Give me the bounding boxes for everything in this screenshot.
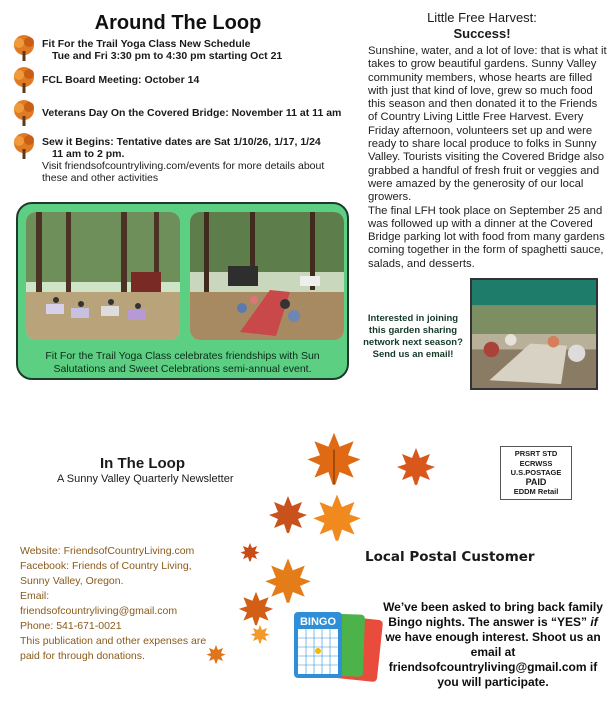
event-item: FCL Board Meeting: October 14 [10, 66, 350, 94]
maple-leaf-icon [396, 446, 436, 486]
garden-network-callout: Interested in joining this garden sharing network next season? Send us an email! [363, 313, 463, 360]
contact-info: Website: FriendsofCountryLiving.com Facebook: Friends of Country Living, Sunny Valley, Oregon. Email: friendsofcountryliving@gmail.com Phone: 541-671-0021 This publication and other expenses are paid for through donations. [20, 544, 210, 664]
harvest-heading: Little Free Harvest: Success! [362, 10, 602, 42]
website-link[interactable]: Website: FriendsofCountryLiving.com [20, 545, 195, 557]
svg-text:BINGO: BINGO [299, 616, 337, 628]
bingo-cards-icon [290, 608, 386, 684]
yoga-photo-panel [16, 202, 349, 380]
postage-indicia: PRSRT STD ECRWSS U.S.POSTAGE PAID EDDM Retail [500, 446, 572, 500]
maple-leaf-icon [240, 542, 260, 562]
event-item: Veterans Day On the Covered Bridge: November 11 at 11 am [10, 99, 350, 127]
bingo-email-link[interactable]: friendsofcountryliving@gmail.com [388, 660, 587, 674]
yoga-class-photo [26, 212, 180, 340]
harvest-dinner-photo [470, 278, 598, 390]
maple-leaf-icon [238, 590, 274, 626]
autumn-tree-icon [10, 66, 38, 94]
event-item: Fit For the Trail Yoga Class New Schedule Tue and Fri 3:30 pm to 4:30 pm starting Oct 21 [10, 34, 350, 62]
maple-leaf-icon [312, 492, 362, 542]
autumn-tree-icon [10, 99, 38, 127]
harvest-article: Sunshine, water, and a lot of love: that is what it takes to grow beautiful gardens. Sunny Valley community members, whose hearts are filled with just that kind of love, grew so much food this season and then donated it to the Friends of Country Living Little Free Harvest. Every Friday afternoon, volunteers set up and were ready to share local produce to folks in Sunny Valley. Tourists visiting the Covered Bridge also grabbed a handful of fresh fruit or veggies and were amazed by the generosity of our local growers. The final LFH took place on September 25 and was followed up with a dinner at the Covered Bridge parking lot with food from many gardens coming together in the form of spaghetti sauce, salads, and desserts. [368, 45, 607, 270]
bingo-announcement: We’ve been asked to bring back family Bingo nights. The answer is “YES” if we have enough interest. Shoot us an email at friendsofcountryliving@gmail.com if you will participate. [383, 600, 603, 689]
maple-leaf-icon [306, 430, 362, 486]
postal-customer-label: Local Postal Customer [365, 549, 535, 565]
celebration-photo [190, 212, 344, 340]
events-link-text[interactable]: Visit friendsofcountryliving.com/events for more details about these and other activities [42, 160, 325, 184]
newsletter-subtitle: A Sunny Valley Quarterly Newsletter [57, 473, 234, 485]
yoga-caption: Fit For the Trail Yoga Class celebrates friendships with Sun Salutations and Sweet Celebrations semi-annual event. [45, 350, 320, 375]
maple-leaf-icon [268, 494, 308, 534]
autumn-tree-icon [10, 132, 38, 160]
email-link[interactable]: friendsofcountryliving@gmail.com [20, 605, 178, 617]
facebook-link[interactable]: Facebook: Friends of Country Living, Sunny Valley, Oregon. [20, 560, 192, 587]
event-item: Sew it Begins: Tentative dates are Sat 1/10/26, 1/17, 1/24 11 am to 2 pm. [10, 132, 350, 160]
autumn-tree-icon [10, 34, 38, 62]
donation-note: This publication and other expenses are paid for through donations. [20, 635, 207, 662]
phone-number: Phone: 541-671-0021 [20, 620, 122, 632]
harvest-subheading: Success! [453, 26, 511, 41]
maple-leaf-icon [250, 624, 270, 644]
newsletter-title: In The Loop [100, 455, 185, 472]
around-the-loop-title: Around The Loop [94, 12, 262, 34]
